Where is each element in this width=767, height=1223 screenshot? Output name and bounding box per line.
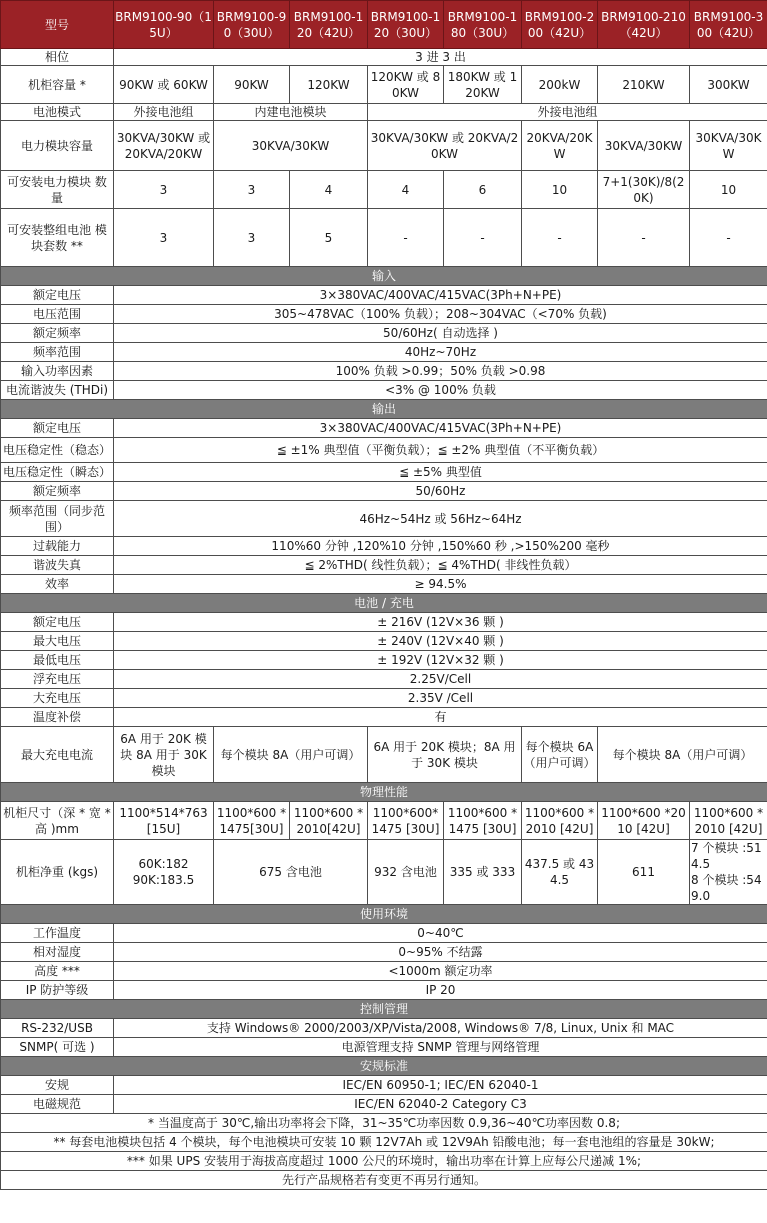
row-label: 安规 [1,1076,114,1095]
model-header: BRM9100-210（42U） [598,1,690,49]
row-label: 额定电压 [1,419,114,438]
table-row [1,419,767,438]
section-header-physical [1,783,767,802]
model-header: BRM9100-200（42U） [522,1,598,49]
cell-value: 30KVA/30KW 或 20KVA/20KW [114,121,214,171]
table-row [1,1038,767,1057]
row-value: ≥ 94.5% [114,575,767,594]
footnote-row [1,1133,767,1152]
footnote: * 当温度高于 30℃,输出功率将会下降，31~35℃功率因数 0.9,36~40℃功率因数 0.8; [1,1114,767,1133]
header-row [1,1,767,49]
cell-value: 内建电池模块 [214,104,368,121]
row-value: 40Hz~70Hz [114,343,767,362]
row-label: 高度 *** [1,962,114,981]
cell-value: 180KW 或 120KW [444,66,522,104]
section-title: 电池 / 充电 [1,594,767,613]
table-row [1,689,767,708]
table-row [1,575,767,594]
cell-value: 3 [114,209,214,267]
row-label: 输入功率因素 [1,362,114,381]
row-value: <3% @ 100% 负载 [114,381,767,400]
section-title: 使用环境 [1,905,767,924]
row-label: SNMP( 可选 ) [1,1038,114,1057]
row-value: 46Hz~54Hz 或 56Hz~64Hz [114,501,767,537]
cell-value: 4 [290,171,368,209]
model-header: BRM9100-90（30U） [214,1,290,49]
footnote-row [1,1152,767,1171]
row-label: IP 防护等级 [1,981,114,1000]
cell-value: 10 [522,171,598,209]
section-header-input [1,267,767,286]
table-row [1,802,767,840]
table-row [1,438,767,463]
cell-value: 外接电池组 [114,104,214,121]
cell-value: 30KVA/30KW [690,121,767,171]
cell-value: 611 [598,840,690,905]
row-value: 2.25V/Cell [114,670,767,689]
row-value: ≦ ±5% 典型值 [114,463,767,482]
cell-value: 437.5 或 434.5 [522,840,598,905]
model-header: BRM9100-120（42U） [290,1,368,49]
cell-value: 30KVA/30KW [214,121,368,171]
table-row [1,209,767,267]
row-value: ± 240V (12V×40 颗 ) [114,632,767,651]
table-row [1,840,767,905]
cell-value: 外接电池组 [368,104,767,121]
row-label: RS-232/USB [1,1019,114,1038]
cell-value: 3 [214,171,290,209]
table-row [1,556,767,575]
table-row [1,670,767,689]
cell-value: 1100*600 *2010 [42U] [598,802,690,840]
table-row [1,1019,767,1038]
cell-value: - [598,209,690,267]
section-title: 输入 [1,267,767,286]
cell-value: 4 [368,171,444,209]
table-row [1,49,767,66]
table-row [1,171,767,209]
cell-value: 932 含电池 [368,840,444,905]
row-value: 3×380VAC/400VAC/415VAC(3Ph+N+PE) [114,419,767,438]
cell-value: 1100*514*763 [15U] [114,802,214,840]
cell-value: 90KW [214,66,290,104]
row-label: 额定频率 [1,482,114,501]
table-row [1,463,767,482]
row-value: IEC/EN 60950-1; IEC/EN 62040-1 [114,1076,767,1095]
row-label: 电力模块容量 [1,121,114,171]
cell-value: 30KVA/30KW 或 20KVA/20KW [368,121,522,171]
cell-value: 200kW [522,66,598,104]
row-label: 最大电压 [1,632,114,651]
row-label: 频率范围 [1,343,114,362]
model-header: BRM9100-300（42U） [690,1,767,49]
row-value: 100% 负载 >0.99；50% 负载 >0.98 [114,362,767,381]
row-label: 过载能力 [1,537,114,556]
row-label: 额定电压 [1,286,114,305]
cell-value [690,840,767,905]
row-label: 电压稳定性（瞬态） [1,463,114,482]
header-label: 型号 [1,1,114,49]
cell-value: 10 [690,171,767,209]
row-value: 3 进 3 出 [114,49,767,66]
row-label: 电池模式 [1,104,114,121]
cell-value: 1100*600 *2010 [42U] [690,802,767,840]
table-row [1,981,767,1000]
cell-value: 6A 用于 20K 模块 8A 用于 30K 模块 [114,727,214,783]
row-label: 机柜容量 * [1,66,114,104]
table-row [1,632,767,651]
cell-value: 90KW 或 60KW [114,66,214,104]
row-value: 305~478VAC（100% 负载）；208~304VAC（<70% 负载) [114,305,767,324]
table-row [1,305,767,324]
row-label: 浮充电压 [1,670,114,689]
row-value: 0~40℃ [114,924,767,943]
weight-line: 8 个模块 :549.0 [691,873,762,903]
cell-value: 6A 用于 20K 模块；8A 用于 30K 模块 [368,727,522,783]
cell-value: 210KW [598,66,690,104]
row-label: 相位 [1,49,114,66]
row-label: 频率范围（同步范围） [1,501,114,537]
cell-value: 1100*600 *1475 [30U] [444,802,522,840]
row-label: 额定频率 [1,324,114,343]
cell-value: - [522,209,598,267]
row-label: 电流谐波失 (THDi) [1,381,114,400]
cell-value: 6 [444,171,522,209]
model-header: BRM9100-90（15U） [114,1,214,49]
section-header-control [1,1000,767,1019]
table-row [1,381,767,400]
cell-value: 1100*600* 1475 [30U] [368,802,444,840]
model-header: BRM9100-120（30U） [368,1,444,49]
table-row [1,943,767,962]
cell-value: 3 [114,171,214,209]
cell-value: 5 [290,209,368,267]
table-row [1,1076,767,1095]
row-label: 可安装电力模块 数量 [1,171,114,209]
row-value: ≦ 2%THD( 线性负载）；≦ 4%THD( 非线性负载） [114,556,767,575]
footnote: 先行产品规格若有变更不再另行通知。 [1,1171,767,1190]
table-row [1,1095,767,1114]
row-label: 电压稳定性（稳态） [1,438,114,463]
row-label: 额定电压 [1,613,114,632]
row-label: 机柜尺寸（深 * 宽 * 高 )mm [1,802,114,840]
table-row [1,343,767,362]
table-row [1,121,767,171]
cell-value: 675 含电池 [214,840,368,905]
cell-value: - [368,209,444,267]
row-value: IP 20 [114,981,767,1000]
section-title: 控制管理 [1,1000,767,1019]
cell-value: 300KW [690,66,767,104]
table-row [1,924,767,943]
row-label: 大充电压 [1,689,114,708]
row-label: 工作温度 [1,924,114,943]
row-value: 电源管理支持 SNMP 管理与网络管理 [114,1038,767,1057]
cell-value: 120KW 或 80KW [368,66,444,104]
section-header-battery [1,594,767,613]
cell-value: 20KVA/20KW [522,121,598,171]
section-title: 物理性能 [1,783,767,802]
cell-value [114,840,214,905]
cell-value: 30KVA/30KW [598,121,690,171]
table-row [1,651,767,670]
row-value: 50/60Hz( 自动选择 ) [114,324,767,343]
table-row [1,286,767,305]
row-label: 机柜净重 (kgs) [1,840,114,905]
table-row [1,66,767,104]
model-header: BRM9100-180（30U） [444,1,522,49]
weight-line: 7 个模块 :514.5 [691,841,762,871]
weight-line: 60K:182 [138,857,189,871]
row-label: 最低电压 [1,651,114,670]
footnote: ** 每套电池模块包括 4 个模块，每个电池模块可安装 10 颗 12V7Ah 或 12V9Ah 铅酸电池；每一套电池组的容量是 30kW; [1,1133,767,1152]
row-value: 110%60 分钟 ,120%10 分钟 ,150%60 秒 ,>150%200 毫秒 [114,537,767,556]
cell-value: 120KW [290,66,368,104]
row-label: 效率 [1,575,114,594]
footnote: *** 如果 UPS 安装用于海拔高度超过 1000 公尺的环境时，输出功率在计算上应每公尺递减 1%; [1,1152,767,1171]
row-value: 有 [114,708,767,727]
table-row [1,104,767,121]
section-header-safety [1,1057,767,1076]
row-value: 2.35V /Cell [114,689,767,708]
table-row [1,501,767,537]
table-row [1,324,767,343]
row-value: ± 216V (12V×36 颗 ) [114,613,767,632]
cell-value: 335 或 333 [444,840,522,905]
section-header-output [1,400,767,419]
row-value: 支持 Windows® 2000/2003/XP/Vista/2008, Windows® 7/8, Linux, Unix 和 MAC [114,1019,767,1038]
row-value: <1000m 额定功率 [114,962,767,981]
table-row [1,708,767,727]
row-label: 相对湿度 [1,943,114,962]
row-label: 最大充电电流 [1,727,114,783]
table-row [1,613,767,632]
cell-value: 每个模块 8A（用户可调） [598,727,767,783]
row-value: 3×380VAC/400VAC/415VAC(3Ph+N+PE) [114,286,767,305]
row-label: 电磁规范 [1,1095,114,1114]
cell-value: 每个模块 6A（用户可调） [522,727,598,783]
cell-value: - [690,209,767,267]
cell-value: 7+1(30K)/8(20K) [598,171,690,209]
table-row [1,962,767,981]
footnote-row [1,1114,767,1133]
row-label: 电压范围 [1,305,114,324]
table-row [1,482,767,501]
row-label: 谐波失真 [1,556,114,575]
row-value: ± 192V (12V×32 颗 ) [114,651,767,670]
row-value: 50/60Hz [114,482,767,501]
section-title: 输出 [1,400,767,419]
weight-line: 90K:183.5 [132,873,195,887]
cell-value: 1100*600 *2010 [42U] [522,802,598,840]
row-label: 温度补偿 [1,708,114,727]
section-title: 安规标准 [1,1057,767,1076]
cell-value: 1100*600 *1475[30U] [214,802,290,840]
table-row [1,727,767,783]
row-label: 可安装整组电池 模块套数 ** [1,209,114,267]
section-header-environment [1,905,767,924]
table-row [1,362,767,381]
cell-value: 1100*600 *2010[42U] [290,802,368,840]
footnote-row [1,1171,767,1190]
row-value: IEC/EN 62040-2 Category C3 [114,1095,767,1114]
table-row [1,537,767,556]
cell-value: 每个模块 8A（用户可调） [214,727,368,783]
cell-value: - [444,209,522,267]
cell-value: 3 [214,209,290,267]
row-value: ≦ ±1% 典型值（平衡负载）；≦ ±2% 典型值（不平衡负载） [114,438,767,463]
row-value: 0~95% 不结露 [114,943,767,962]
